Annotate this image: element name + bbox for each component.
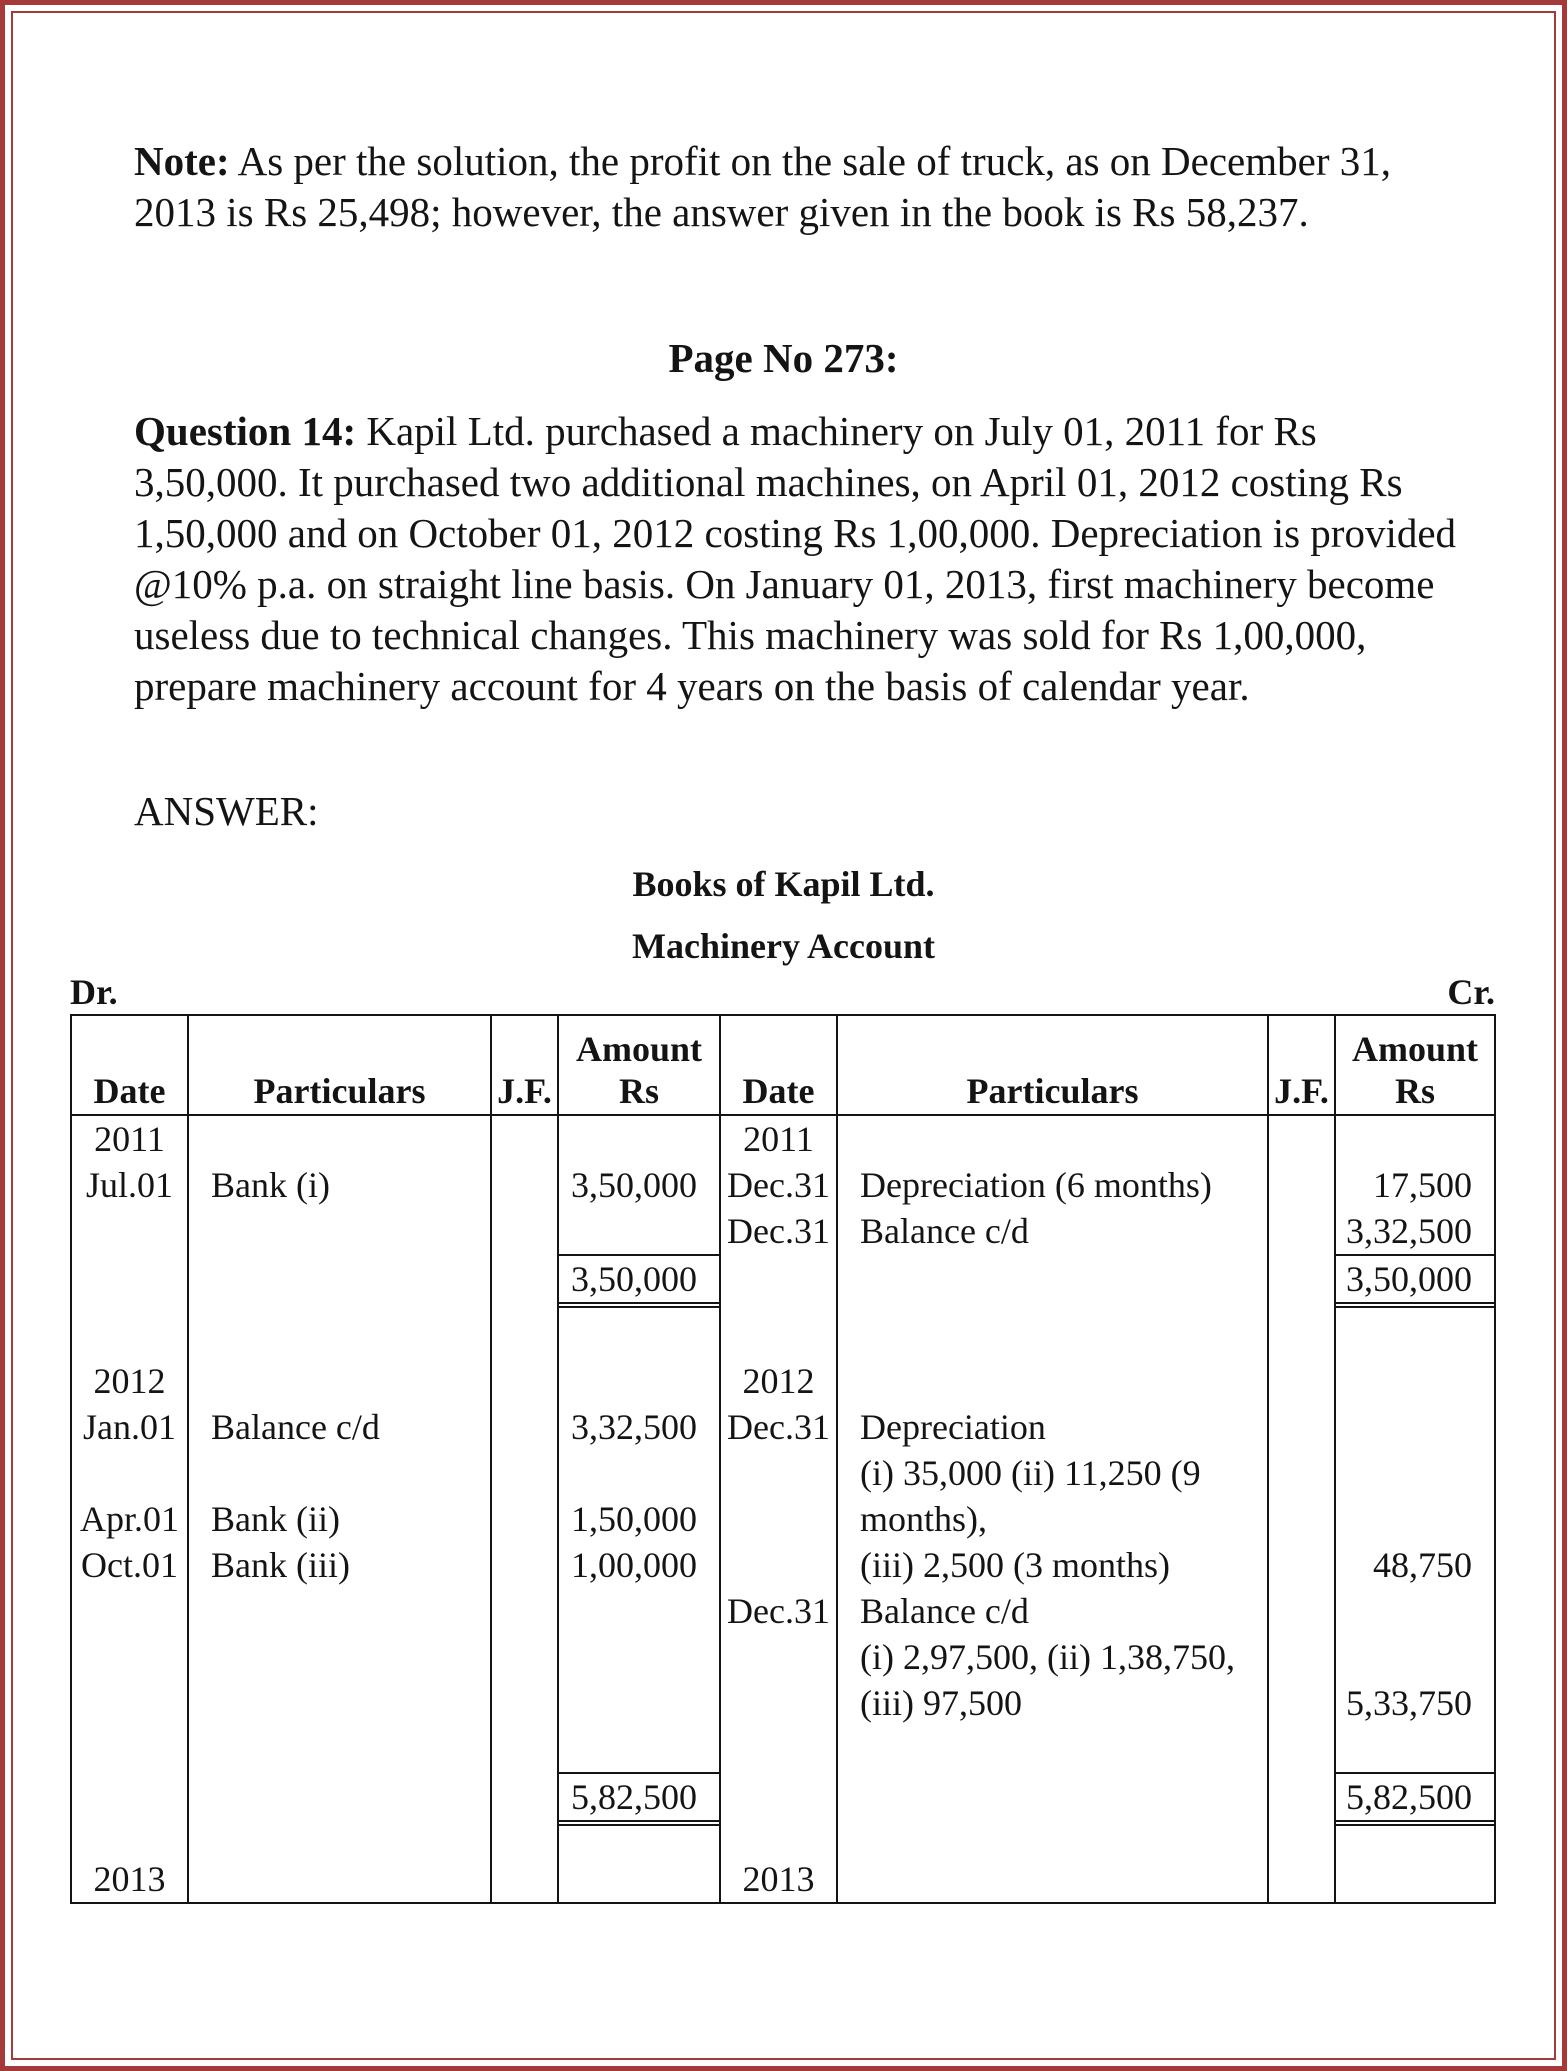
dr-jf-cell-2011 [491,1115,558,1358]
dr-amount-header-line2: Rs [618,1071,659,1111]
machinery-account-table [70,1014,1496,1904]
cr-jf-cell-2012 [1268,1358,1335,1856]
dr-total-2011: 3,50,000 [559,1254,719,1308]
cr-particular-balance-detail-2: (iii) 97,500 [860,1683,1022,1723]
dr-date-cell-2012 [71,1358,188,1856]
cr-amount-depreciation-2012: 48,750 [1373,1545,1472,1585]
dr-amount-header-line1: Amount [575,1029,703,1069]
dr-particular-bank-i: Bank (i) [211,1165,330,1205]
cr-particulars-cell-2013 [837,1856,1268,1903]
dr-date-2012-jan01: Jan.01 [83,1407,176,1447]
dr-total-2012: 5,82,500 [559,1772,719,1826]
cr-jf-cell-2013 [1268,1856,1335,1903]
dr-particulars-cell-2012 [188,1358,491,1856]
dr-amount-cell-2011 [558,1115,720,1358]
dr-date-2012-apr01: Apr.01 [80,1499,179,1539]
dr-year-2013: 2013 [93,1859,166,1899]
dr-particulars-cell-2013 [188,1856,491,1903]
dr-jf-header: J.F. [491,1015,558,1115]
cr-label: Cr. [1447,972,1495,1012]
cr-total-2012: 5,82,500 [1336,1772,1494,1826]
books-title: Books of Kapil Ltd. [632,864,935,904]
cr-year-2011: 2011 [743,1119,814,1159]
question-text: Kapil Ltd. purchased a machinery on July 01, 2011 for Rs 3,50,000. It purchased two additional machines, on April 01, 2012 costing Rs 1,50,000 and on October 01, 2012 costing Rs 1,00,000. Depreciation is provided @10% p.a. on straight line basis. On January 01, 2013, first machinery become useless due to technical changes. This machinery was sold for Rs 1,00,000, prepare machinery account for 4 years on the basis of calendar year. [134,408,1457,709]
cr-date-cell-2012 [720,1358,837,1856]
dr-year-2012: 2012 [93,1361,166,1401]
cr-particular-depreciation-2011: Depreciation (6 months) [860,1165,1212,1205]
cr-particular-depreciation-detail-3: (iii) 2,500 (3 months) [860,1545,1170,1585]
dr-amount-cell-2013 [558,1856,720,1903]
cr-amount-depreciation-2011: 17,500 [1373,1165,1472,1205]
dr-date-2011-jul01: Jul.01 [85,1165,173,1205]
cr-particulars-cell-2012 [837,1358,1268,1856]
dr-particular-bank-ii: Bank (ii) [211,1499,340,1539]
dr-particulars-cell-2011 [188,1115,491,1358]
cr-date-cell-2013 [720,1856,837,1903]
cr-date-2012-dec31-b: Dec.31 [727,1591,830,1631]
table-row-2013 [71,1856,1495,1903]
cr-total-2011: 3,50,000 [1336,1254,1494,1308]
table-header-row [71,1015,1495,1115]
dr-jf-cell-2012 [491,1358,558,1856]
cr-amount-cell-2011 [1335,1115,1495,1358]
cr-amount-cell-2012 [1335,1358,1495,1856]
dr-date-header: Date [71,1015,188,1115]
page-heading: Page No 273: [668,335,899,381]
note-label: Note: [134,138,230,184]
cr-amount-balance-2011: 3,32,500 [1346,1211,1472,1251]
answer-label: ANSWER: [134,788,319,834]
cr-particular-balance-2011: Balance c/d [860,1211,1029,1251]
cr-date-2012-dec31-a: Dec.31 [727,1407,830,1447]
dr-amount-header [558,1015,720,1115]
dr-amount-bank-ii: 1,50,000 [571,1499,697,1539]
cr-amount-header [1335,1015,1495,1115]
dr-amount-balance-2012: 3,32,500 [571,1407,697,1447]
cr-particular-balance-2012: Balance c/d [860,1591,1029,1631]
note-text: As per the solution, the profit on the sale of truck, as on December 31, 2013 is Rs 25,498; however, the answer given in the book is Rs 58,237. [134,138,1391,235]
dr-date-cell-2011 [71,1115,188,1358]
dr-date-cell-2013 [71,1856,188,1903]
cr-amount-cell-2013 [1335,1856,1495,1903]
note-paragraph [134,136,1464,238]
dr-particulars-header: Particulars [188,1015,491,1115]
cr-amount-balance-2012: 5,33,750 [1346,1683,1472,1723]
dr-date-2012-oct01: Oct.01 [81,1545,178,1585]
account-title: Machinery Account [632,926,935,966]
table-row-2012 [71,1358,1495,1856]
cr-particular-balance-detail-1: (i) 2,97,500, (ii) 1,38,750, [860,1637,1235,1677]
cr-date-header: Date [720,1015,837,1115]
cr-particulars-cell-2011 [837,1115,1268,1358]
dr-amount-bank-iii: 1,00,000 [571,1545,697,1585]
cr-date-2011-dec31-b: Dec.31 [727,1211,830,1251]
question-paragraph [134,406,1464,712]
cr-year-2013: 2013 [742,1859,815,1899]
cr-date-cell-2011 [720,1115,837,1358]
dr-particular-balance-2012: Balance c/d [211,1407,380,1447]
cr-date-2011-dec31-a: Dec.31 [727,1165,830,1205]
cr-jf-header: J.F. [1268,1015,1335,1115]
cr-jf-cell-2011 [1268,1115,1335,1358]
cr-particular-depreciation-2012: Depreciation [860,1407,1046,1447]
cr-amount-header-line2: Rs [1394,1071,1435,1111]
table-row-2011 [71,1115,1495,1358]
cr-particulars-header: Particulars [837,1015,1268,1115]
dr-amount-bank-i: 3,50,000 [571,1165,697,1205]
dr-year-2011: 2011 [94,1119,165,1159]
cr-particular-depreciation-detail-1: (i) 35,000 (ii) 11,250 (9 [860,1453,1201,1493]
question-label: Question 14: [134,408,357,454]
cr-particular-depreciation-detail-2: months), [860,1499,988,1539]
cr-amount-header-line1: Amount [1351,1029,1479,1069]
cr-year-2012: 2012 [742,1361,815,1401]
dr-label: Dr. [70,972,118,1012]
dr-particular-bank-iii: Bank (iii) [211,1545,350,1585]
dr-jf-cell-2013 [491,1856,558,1903]
dr-amount-cell-2012 [558,1358,720,1856]
